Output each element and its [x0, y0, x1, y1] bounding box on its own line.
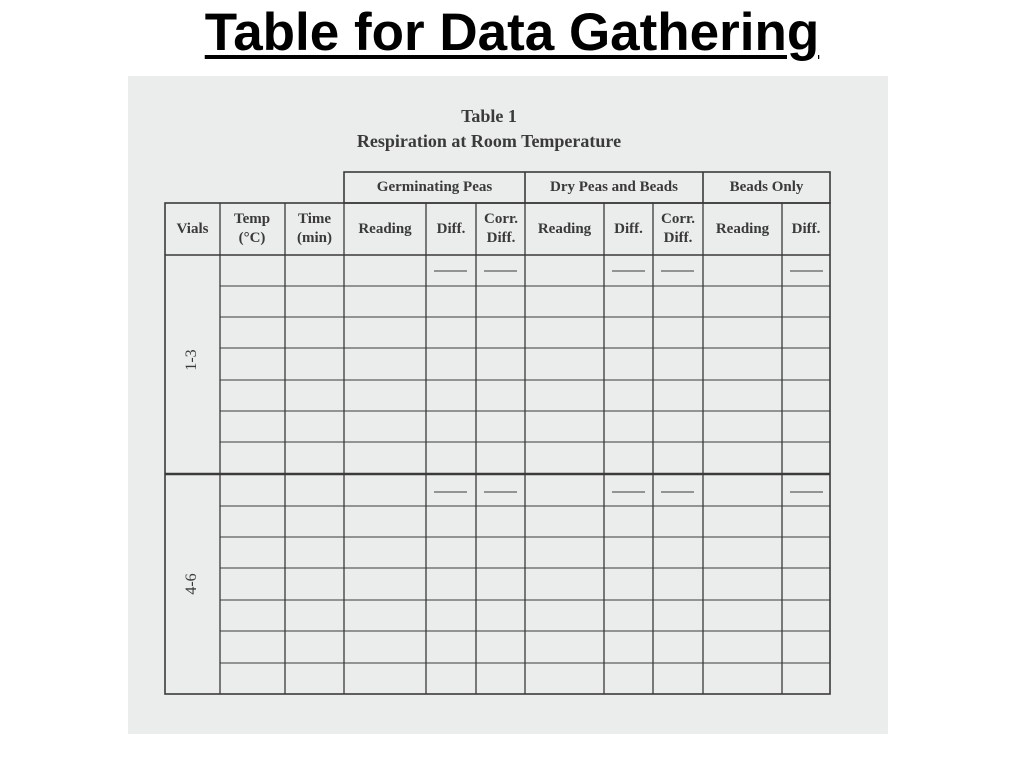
col-gp-corr-diff: Corr. Diff. — [483, 211, 519, 246]
blank-dashes — [434, 271, 823, 492]
group-beads-only: Beads Only — [729, 178, 804, 195]
col-dp-corr-diff: Corr. Diff. — [660, 211, 696, 246]
vial-group-4-6: 4-6 — [183, 573, 200, 595]
col-vials: Vials — [176, 220, 209, 237]
col-gp-reading: Reading — [358, 220, 412, 237]
col-bo-reading: Reading — [715, 220, 770, 237]
vial-group-1-3: 1-3 — [183, 349, 200, 371]
col-dp-reading: Reading — [537, 220, 592, 237]
col-gp-diff: Diff. — [436, 220, 466, 237]
col-time: Time (min) — [297, 211, 332, 246]
group-dry-peas-beads: Dry Peas and Beads — [550, 178, 678, 195]
slide-title: Table for Data Gathering — [204, 3, 820, 62]
group-germinating-peas: Germinating Peas — [376, 178, 493, 195]
table-subtitle: Respiration at Room Temperature — [356, 131, 622, 151]
table-number: Table 1 — [461, 106, 517, 126]
col-temp: Temp (°C) — [233, 211, 271, 246]
col-bo-diff: Diff. — [791, 220, 821, 237]
col-dp-diff: Diff. — [614, 220, 643, 237]
